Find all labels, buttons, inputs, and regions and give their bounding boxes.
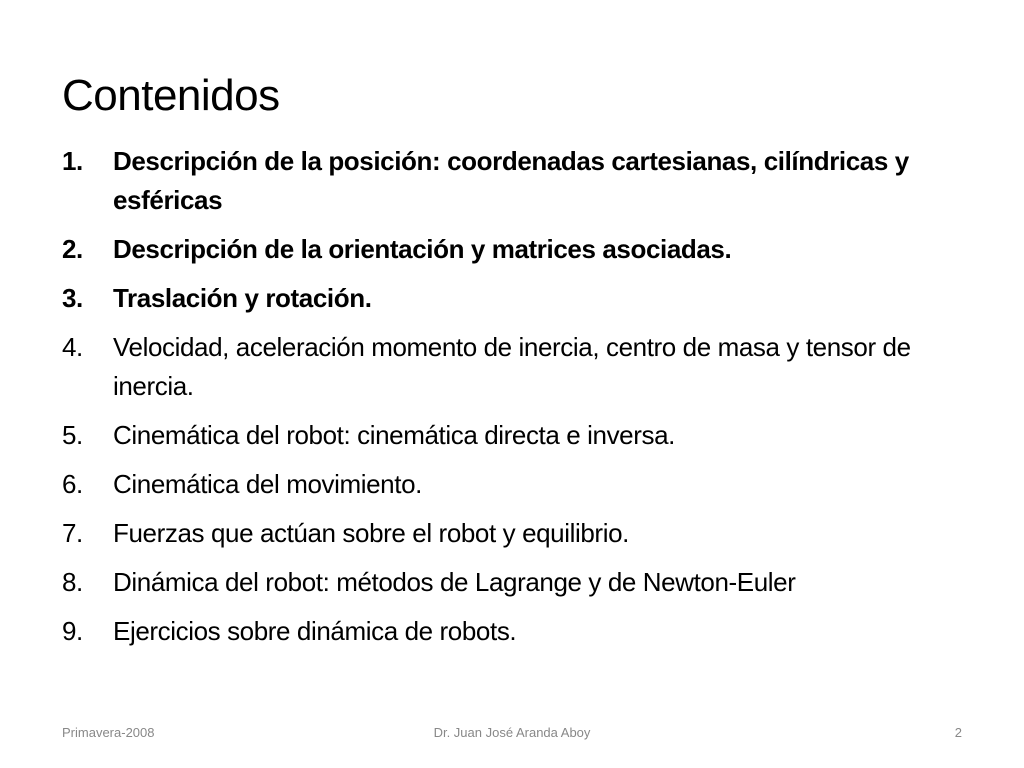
list-item — [62, 514, 982, 553]
list-item-number: 6. — [62, 469, 83, 499]
list-item-number: 3. — [62, 283, 83, 313]
list-item — [62, 279, 982, 318]
list-item-text: Descripción de la orientación y matrices asociadas. — [113, 234, 732, 264]
footer-date: Primavera-2008 — [62, 725, 155, 740]
list-item — [62, 563, 982, 602]
list-item — [62, 230, 982, 269]
contents-list — [62, 142, 982, 661]
list-item-text: Velocidad, aceleración momento de inercia, centro de masa y tensor de inercia. — [113, 332, 911, 401]
list-item-number: 7. — [62, 518, 83, 548]
list-item-number: 8. — [62, 567, 83, 597]
list-item-number: 2. — [62, 234, 83, 264]
list-item-number: 1. — [62, 146, 83, 176]
list-item-number: 4. — [62, 332, 83, 362]
list-item-number: 9. — [62, 616, 83, 646]
slide-title: Contenidos — [62, 71, 280, 120]
list-item-text: Fuerzas que actúan sobre el robot y equilibrio. — [113, 518, 629, 548]
list-item — [62, 612, 982, 651]
list-item — [62, 142, 982, 220]
list-item — [62, 416, 982, 455]
list-item — [62, 465, 982, 504]
footer-page-number: 2 — [954, 725, 962, 740]
list-item-text: Descripción de la posición: coordenadas cartesianas, cilíndricas y esféricas — [113, 146, 909, 215]
list-item-text: Cinemática del robot: cinemática directa e inversa. — [113, 420, 675, 450]
list-item-text: Dinámica del robot: métodos de Lagrange y de Newton-Euler — [113, 567, 796, 597]
list-item-text: Cinemática del movimiento. — [113, 469, 422, 499]
footer-author: Dr. Juan José Aranda Aboy — [433, 725, 591, 740]
list-item-text: Traslación y rotación. — [113, 283, 372, 313]
list-item-text: Ejercicios sobre dinámica de robots. — [113, 616, 517, 646]
list-item — [62, 328, 982, 406]
list-item-number: 5. — [62, 420, 83, 450]
